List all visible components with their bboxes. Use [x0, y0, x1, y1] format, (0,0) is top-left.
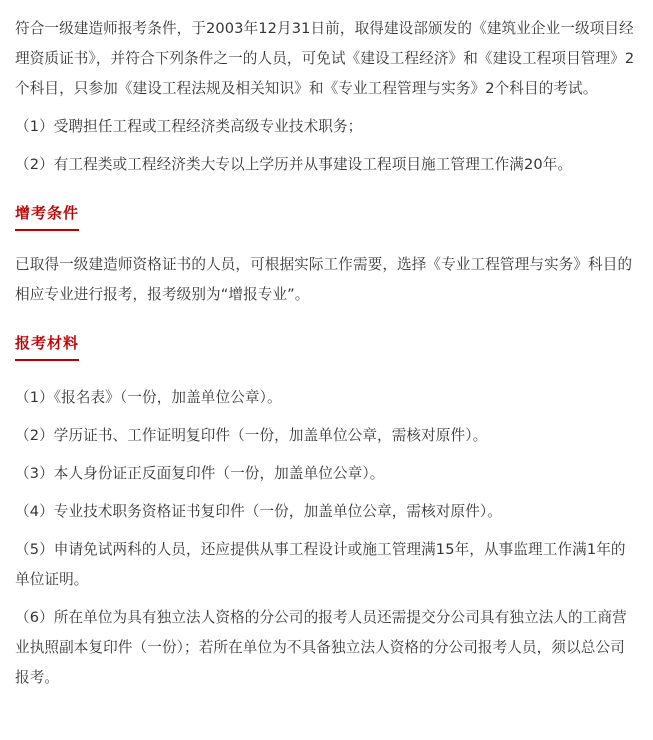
material-item-5: （5）申请免试两科的人员，还应提供从事工程设计或施工管理满15年，从事监理工作满1年的单位证明。 — [15, 541, 626, 588]
material-item-1: （1）《报名表》（一份，加盖单位公章）。 — [15, 389, 282, 406]
material-item-2: （2）学历证书、工作证明复印件（一份，加盖单位公章，需核对原件）。 — [15, 427, 488, 444]
section-heading-materials: 报考材料 — [15, 332, 79, 361]
material-item-4: （4）专业技术职务资格证书复印件（一份，加盖单位公章，需核对原件）。 — [15, 503, 502, 520]
section-heading-add-exam: 增考条件 — [15, 202, 79, 231]
add-exam-paragraph: 已取得一级建造师资格证书的人员，可根据实际工作需要，选择《专业工程管理与实务》科目的相应专业进行报考，报考级别为“增报专业”。 — [15, 256, 633, 303]
material-item-6: （6）所在单位为具有独立法人资格的分公司的报考人员还需提交分公司具有独立法人的工商营业执照副本复印件（一份）；若所在单位为不具备独立法人资格的分公司报考人员，须以总公司报考。 — [15, 609, 627, 686]
exemption-condition-1: （1）受聘担任工程或工程经济类高级专业技术职务； — [15, 118, 363, 135]
material-item-3: （3）本人身份证正反面复印件（一份，加盖单位公章）。 — [15, 465, 385, 482]
exemption-condition-2: （2）有工程类或工程经济类大专以上学历并从事建设工程项目施工管理工作满20年。 — [15, 156, 573, 173]
section-add-exam — [15, 202, 653, 231]
intro-paragraph: 符合一级建造师报考条件，于2003年12月31日前，取得建设部颁发的《建筑业企业一级项目经理资质证书》，并符合下列条件之一的人员，可免试《建设工程经济》和《建设工程项目管理》2个科目，只参加《建设工程法规及相关知识》和《专业工程管理与实务》2个科目的考试。 — [15, 20, 635, 97]
section-materials — [15, 332, 653, 361]
